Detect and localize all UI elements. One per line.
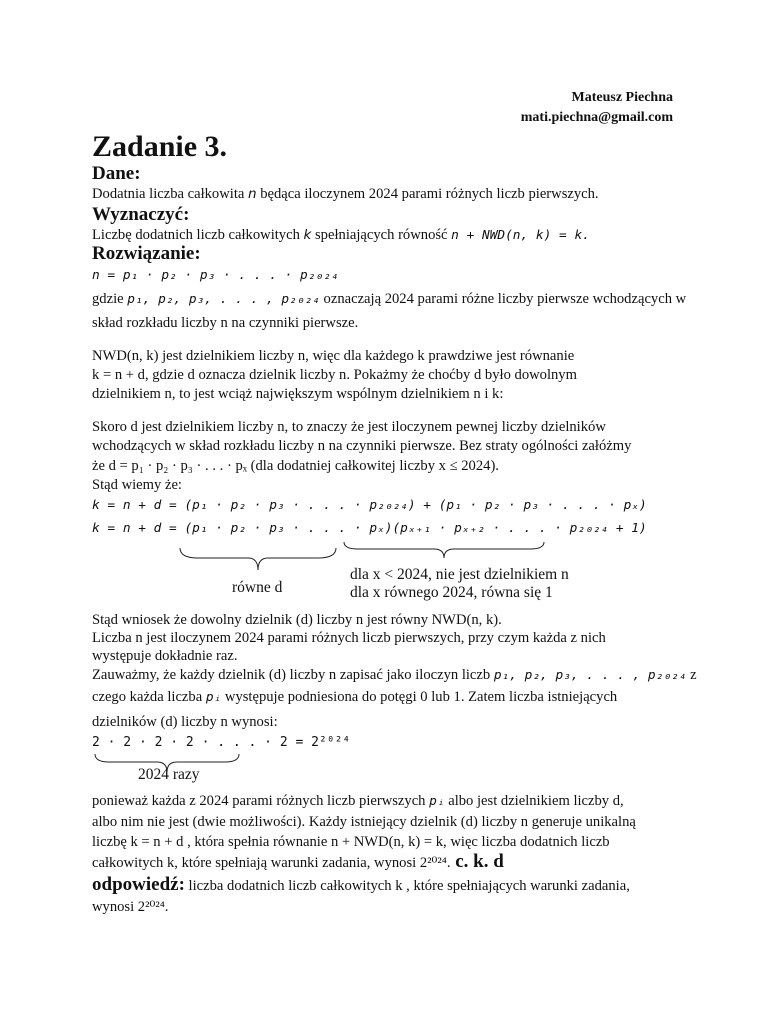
annotation-nie-dzielnik: dla x < 2024, nie jest dzielnikiem n — [350, 566, 569, 583]
text-line: dzielnikiem n, to jest wciąż największym wspólnym dzielnikiem n i k: — [92, 386, 504, 402]
text-line: Stąd wiemy że: — [92, 477, 182, 493]
brace-right — [342, 540, 548, 560]
text-line: skład rozkładu liczby n na czynniki pierwsze. — [92, 315, 359, 331]
section-dane: Dane: — [92, 163, 141, 184]
text-line: gdzie p₁, p₂, p₃, . . . , p₂₀₂₄ oznaczają 2024 parami różne liczby pierwsze wchodzących w — [92, 291, 687, 307]
section-wyznaczyc: Wyznaczyć: — [92, 204, 190, 225]
answer-line-2: wynosi 2²⁰²⁴. — [92, 899, 169, 915]
text-line: Stąd wniosek że dowolny dzielnik (d) liczby n jest równy NWD(n, k). — [92, 612, 502, 628]
dane-text: Dodatnia liczba całkowita n będąca iloczynem 2024 parami różnych liczb pierwszych. — [92, 186, 599, 202]
text-line: Liczba n jest iloczynem 2024 parami różnych liczb pierwszych, przy czym każda z nich — [92, 630, 606, 646]
author-email: mati.piechna@gmail.com — [520, 110, 673, 125]
section-rozwiazanie: Rozwiązanie: — [92, 243, 201, 264]
text-line: ponieważ każda z 2024 parami różnych liczb pierwszych pᵢ albo jest dzielnikiem liczby d, — [92, 793, 624, 809]
text-line: Skoro d jest dzielnikiem liczby n, to znaczy że jest iloczynem pewnej liczby dzielników — [92, 419, 606, 435]
text-line: występuje dokładnie raz. — [92, 648, 238, 664]
text-line: albo nim nie jest (dwie możliwości). Każdy istniejący dzielnik (d) liczby n generuje unikalną — [92, 814, 636, 830]
answer-line: odpowiedź: liczba dodatnich liczb całkowitych k , które spełniających warunki zadania, — [92, 874, 630, 895]
text-line: dzielników (d) liczby n wynosi: — [92, 714, 278, 730]
text-line: całkowitych k, które spełniają warunki zadania, wynosi 2²⁰²⁴. c. k. d — [92, 851, 504, 872]
wyznaczyc-text: Liczbę dodatnich liczb całkowitych k spełniających równość n + NWD(n, k) = k. — [92, 227, 590, 243]
author-name: Mateusz Piechna — [571, 90, 673, 105]
text-line: Zauważmy, że każdy dzielnik (d) liczby n zapisać jako iloczyn liczb p₁, p₂, p₃, . . . , p₂₀₂₄ z — [92, 667, 697, 683]
formula-k-sum: k = n + d = (p₁ · p₂ · p₃ · . . . · p₂₀₂₄) + (p₁ · p₂ · p₃ · . . . · pₓ) — [92, 498, 647, 513]
annotation-rowne-d: równe d — [232, 579, 283, 596]
text-line: liczbę k = n + d , która spełnia równanie n + NWD(n, k) = k, więc liczba dodatnich liczb — [92, 834, 610, 850]
text-line: k = n + d, gdzie d oznacza dzielnik liczby n. Pokażmy że choćby d było dowolnym — [92, 367, 577, 383]
annotation-2024-razy: 2024 razy — [138, 766, 200, 783]
brace-left — [178, 546, 338, 576]
text-line: wchodzących w skład rozkładu liczby n na czynniki pierwsze. Bez straty ogólności załóżmy — [92, 438, 632, 454]
text-line: czego każda liczba pᵢ występuje podniesiona do potęgi 0 lub 1. Zatem liczba istniejących — [92, 689, 618, 705]
text-line: że d = p₁ · p₂ · p₃ · . . . · pₓ (dla dodatniej całkowitej liczby x ≤ 2024). — [92, 458, 499, 474]
formula-k-product: k = n + d = (p₁ · p₂ · p₃ · . . . · pₓ)(pₓ₊₁ · pₓ₊₂ · . . . · p₂₀₂₄ + 1) — [92, 521, 647, 536]
annotation-rowna-1: dla x równego 2024, równa się 1 — [350, 584, 553, 601]
text-line: NWD(n, k) jest dzielnikiem liczby n, więc dla każdego k prawdziwe jest równanie — [92, 348, 575, 364]
formula-n: n = p₁ · p₂ · p₃ · . . . · p₂₀₂₄ — [92, 268, 339, 283]
page-title: Zadanie 3. — [92, 130, 228, 163]
formula-power: 2 · 2 · 2 · 2 · . . . · 2 = 2²⁰²⁴ — [92, 735, 351, 750]
